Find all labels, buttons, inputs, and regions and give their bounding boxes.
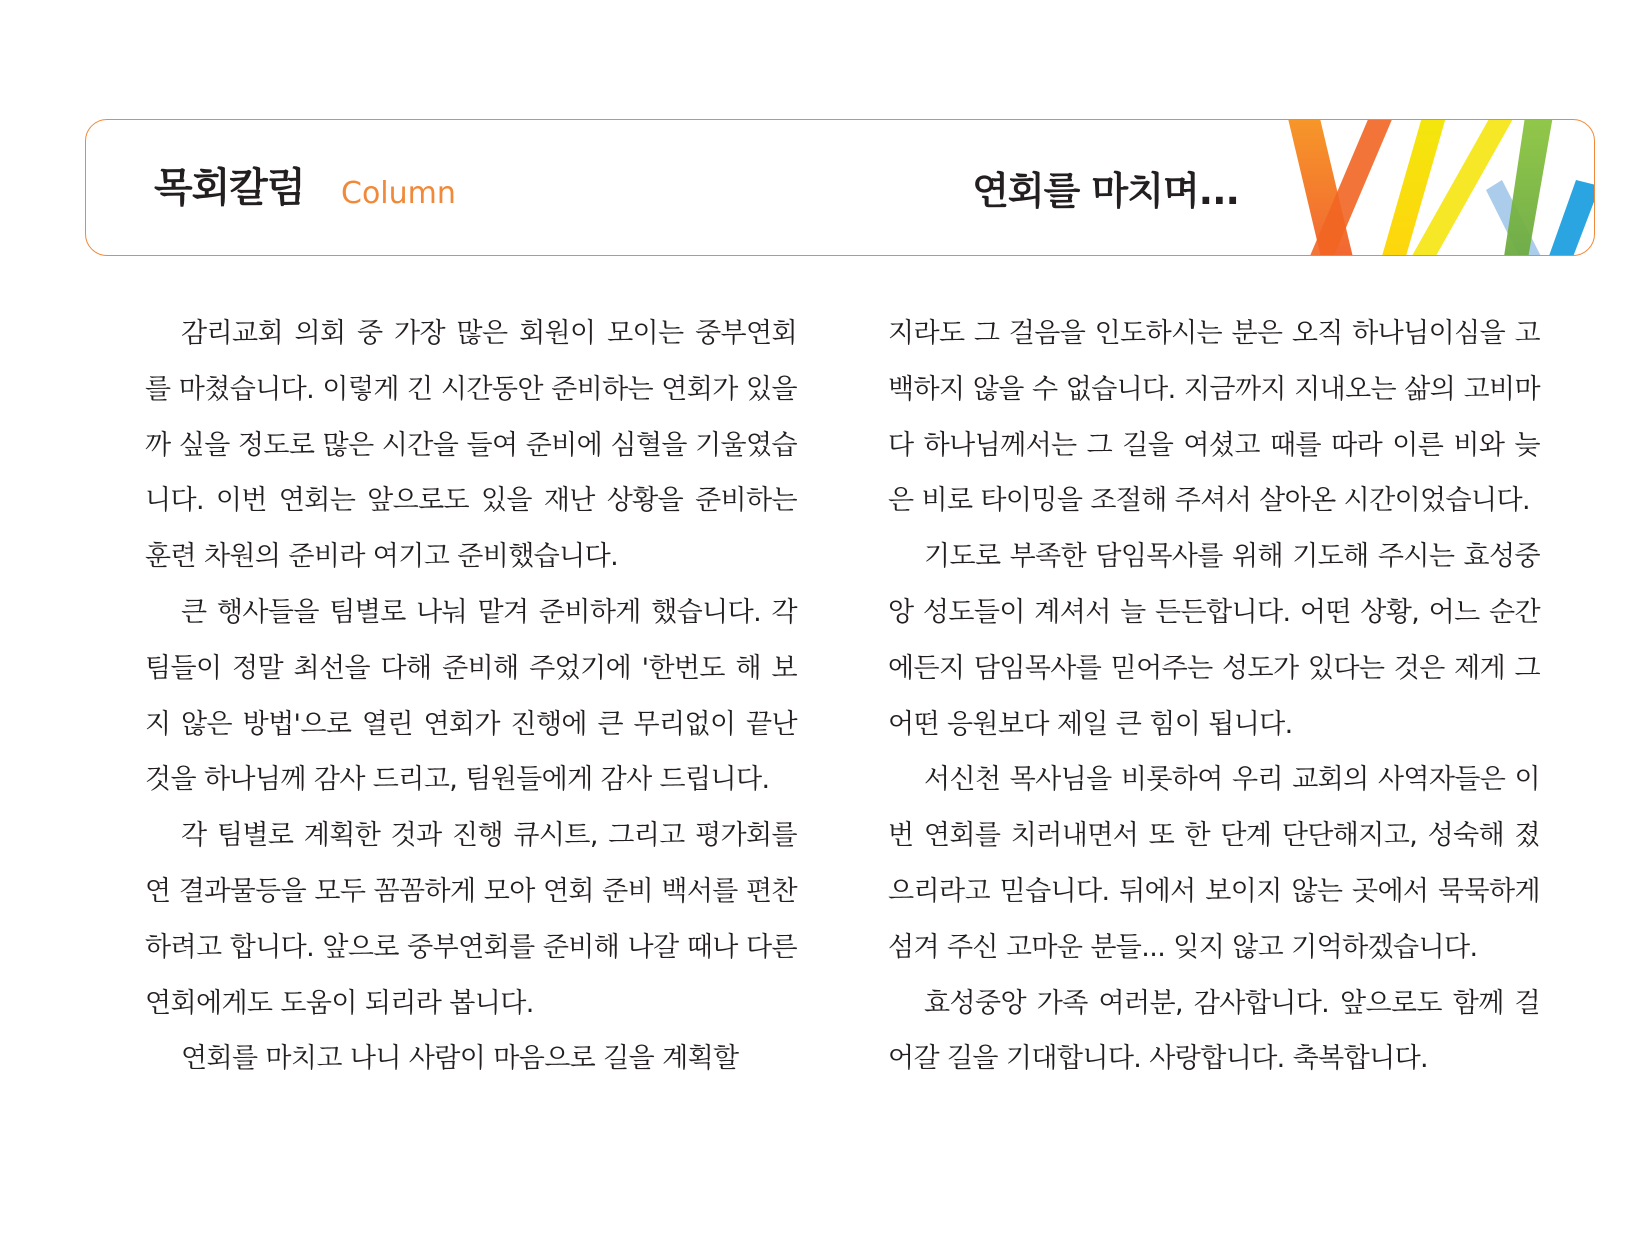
- paragraph: 각 팀별로 계획한 것과 진행 큐시트, 그리고 평가회를 연 결과물등을 모두 꼼꼼하게 모아 연회 준비 백서를 편찬하려고 합니다. 앞으로 중부연회를 준비해 나갈 때나 다른 연회에게도 도움이 되리라 봅니다.: [145, 820, 797, 1019]
- column-header: [85, 119, 1595, 256]
- paragraph: 기도로 부족한 담임목사를 위해 기도해 주시는 효성중앙 성도들이 계셔서 늘 든든합니다. 어떤 상황, 어느 순간에든지 담임목사를 믿어주는 성도가 있다는 것은 제게 그 어떤 응원보다 제일 큰 힘이 됩니다.: [888, 541, 1540, 740]
- decorative-stripes-graphic: [1264, 120, 1594, 256]
- article-column-left: [145, 306, 797, 1087]
- paragraph: 큰 행사들을 팀별로 나눠 맡겨 준비하게 했습니다. 각 팀들이 정말 최선을 다해 준비해 주었기에 '한번도 해 보지 않은 방법'으로 열린 연회가 진행에 큰 무리없이 끝난 것을 하나님께 감사 드리고, 팀원들에게 감사 드립니다.: [145, 596, 797, 796]
- section-title: 목회칼럼: [154, 165, 305, 211]
- paragraph: 연회를 마치고 나니 사람이 마음으로 길을 계획할: [181, 1043, 739, 1075]
- article-title: 연회를 마치며...: [972, 169, 1239, 213]
- paragraph: 지라도 그 걸음을 인도하시는 분은 오직 하나님이심을 고백하지 않을 수 없습니다. 지금까지 지내오는 삶의 고비마다 하나님께서는 그 길을 여셨고 때를 따라 이른 비와 늦은 비로 타이밍을 조절해 주셔서 살아온 시간이었습니다.: [888, 318, 1540, 517]
- section-subtitle: Column: [341, 176, 456, 211]
- paragraph: 감리교회 의회 중 가장 많은 회원이 모이는 중부연회를 마쳤습니다. 이렇게 긴 시간동안 준비하는 연회가 있을까 싶을 정도로 많은 시간을 들여 준비에 심혈을 기울였습니다. 이번 연회는 앞으로도 있을 재난 상황을 준비하는 훈련 차원의 준비라 여기고 준비했습니다.: [145, 318, 797, 573]
- paragraph: 서신천 목사님을 비롯하여 우리 교회의 사역자들은 이번 연회를 치러내면서 또 한 단계 단단해지고, 성숙해 졌으리라고 믿습니다. 뒤에서 보이지 않는 곳에서 묵묵하게 섬겨 주신 고마운 분들... 잊지 않고 기억하겠습니다.: [888, 764, 1540, 963]
- article-column-right: [888, 306, 1540, 1087]
- paragraph: 효성중앙 가족 여러분, 감사합니다. 앞으로도 함께 걸어갈 길을 기대합니다. 사랑합니다. 축복합니다.: [888, 987, 1540, 1075]
